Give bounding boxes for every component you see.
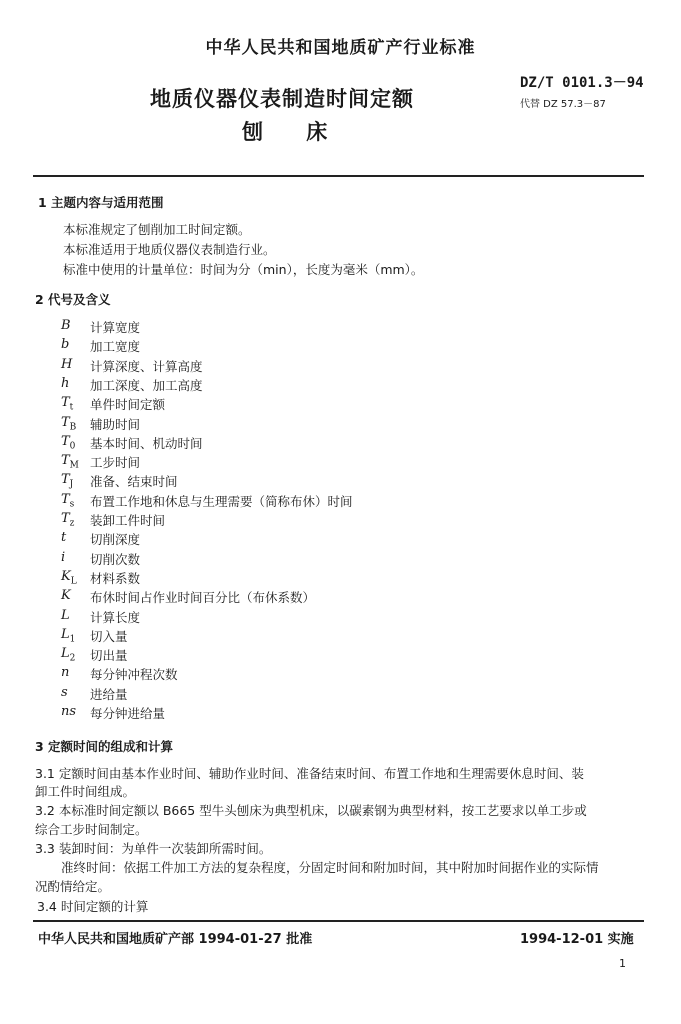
symbol-code: $K_L$ (61, 569, 77, 587)
paragraph-3-3: 3.3 装卸时间：为单件一次装卸所需时间。 (35, 841, 272, 856)
symbol-definition: 工步时间 (90, 455, 141, 470)
symbol-code: n (61, 665, 70, 680)
symbol-definition: 辅助时间 (90, 417, 141, 432)
bottom-divider (33, 920, 644, 922)
section-1-heading: 1 主题内容与适用范围 (38, 195, 164, 210)
symbol-definition: 计算宽度 (90, 320, 141, 335)
symbol-definition: 计算长度 (90, 610, 141, 625)
implementation-date: 1994-12-01 实施 (520, 932, 634, 947)
symbol-definition: 加工深度、加工高度 (90, 378, 203, 393)
paragraph-3-4: 3.4 时间定额的计算 (37, 899, 149, 914)
paragraph-3-3-note: 准终时间：依据工件加工方法的复杂程度，分固定时间和附加时间，其中附加时间据作业的实际情 (61, 860, 599, 875)
symbol-code: $L_1$ (61, 627, 76, 645)
symbol-code: $T_J$ (61, 472, 74, 490)
symbol-definition: 单件时间定额 (90, 397, 166, 412)
section-1-line: 本标准规定了刨削加工时间定额。 (63, 222, 251, 237)
section-1-line: 本标准适用于地质仪器仪表制造行业。 (63, 242, 276, 257)
symbol-code: B (61, 318, 71, 333)
section-2-heading: 2 代号及含义 (35, 292, 111, 307)
symbol-definition: 材料系数 (90, 571, 141, 586)
section-3-heading: 3 定额时间的组成和计算 (35, 739, 174, 754)
symbol-definition: 布休时间占作业时间百分比（布休系数） (90, 590, 316, 605)
symbol-code: i (61, 550, 66, 565)
symbol-code: $T_0$ (61, 434, 76, 452)
symbol-definition: 切削次数 (90, 552, 141, 567)
standard-code: DZ/T 0101.3－94 (520, 75, 644, 91)
symbol-code: s (61, 685, 68, 700)
symbol-definition: 布置工作地和休息与生理需要（简称布休）时间 (90, 494, 353, 509)
document-subtitle: 刨 床 (242, 120, 328, 144)
paragraph-3-1: 3.1 定额时间由基本作业时间、辅助作业时间、准备结束时间、布置工作地和生理需要休息时间、装 (35, 766, 584, 781)
symbol-code: $T_s$ (61, 492, 75, 510)
paragraph-3-1-cont: 卸工件时间组成。 (35, 784, 136, 799)
symbol-code: $L_2$ (61, 646, 76, 664)
symbol-code: $T_B$ (61, 415, 77, 433)
paragraph-3-2-cont: 综合工步时间制定。 (35, 822, 148, 837)
symbol-code: h (61, 376, 70, 391)
symbol-code: $T_t$ (61, 395, 74, 413)
replaces-standard: 代替 DZ 57.3－87 (520, 99, 606, 110)
page-number: 1 (619, 957, 626, 970)
symbol-definition: 计算深度、计算高度 (90, 359, 203, 374)
symbol-code: b (61, 337, 70, 352)
top-divider (33, 175, 644, 177)
symbol-code: K (61, 588, 71, 603)
symbol-definition: 每分钟进给量 (90, 706, 166, 721)
symbol-definition: 每分钟冲程次数 (90, 667, 178, 682)
document-title: 地质仪器仪表制造时间定额 (150, 87, 414, 111)
standard-category-header: 中华人民共和国地质矿产行业标准 (205, 38, 476, 58)
section-1-line: 标准中使用的计量单位：时间为分（min），长度为毫米（mm）。 (63, 262, 424, 277)
symbol-code: $T_M$ (61, 453, 79, 471)
approval-line: 中华人民共和国地质矿产部 1994-01-27 批准 (38, 932, 313, 947)
symbol-code: t (61, 530, 67, 545)
symbol-definition: 切出量 (90, 648, 128, 663)
paragraph-3-3-note-cont: 况酌情给定。 (35, 879, 111, 894)
symbol-code: ns (61, 704, 77, 719)
symbol-definition: 基本时间、机动时间 (90, 436, 203, 451)
symbol-definition: 装卸工件时间 (90, 513, 166, 528)
symbol-definition: 切入量 (90, 629, 128, 644)
symbol-code: $T_z$ (61, 511, 75, 529)
symbol-definition: 加工宽度 (90, 339, 141, 354)
symbol-definition: 切削深度 (90, 532, 141, 547)
symbol-code: H (61, 357, 73, 372)
symbol-definition: 准备、结束时间 (90, 474, 178, 489)
symbol-code: L (61, 608, 70, 623)
paragraph-3-2: 3.2 本标准时间定额以 B665 型牛头刨床为典型机床，以碳素钢为典型材料，按工艺要求以单工步或 (35, 803, 587, 818)
symbol-definition: 进给量 (90, 687, 128, 702)
